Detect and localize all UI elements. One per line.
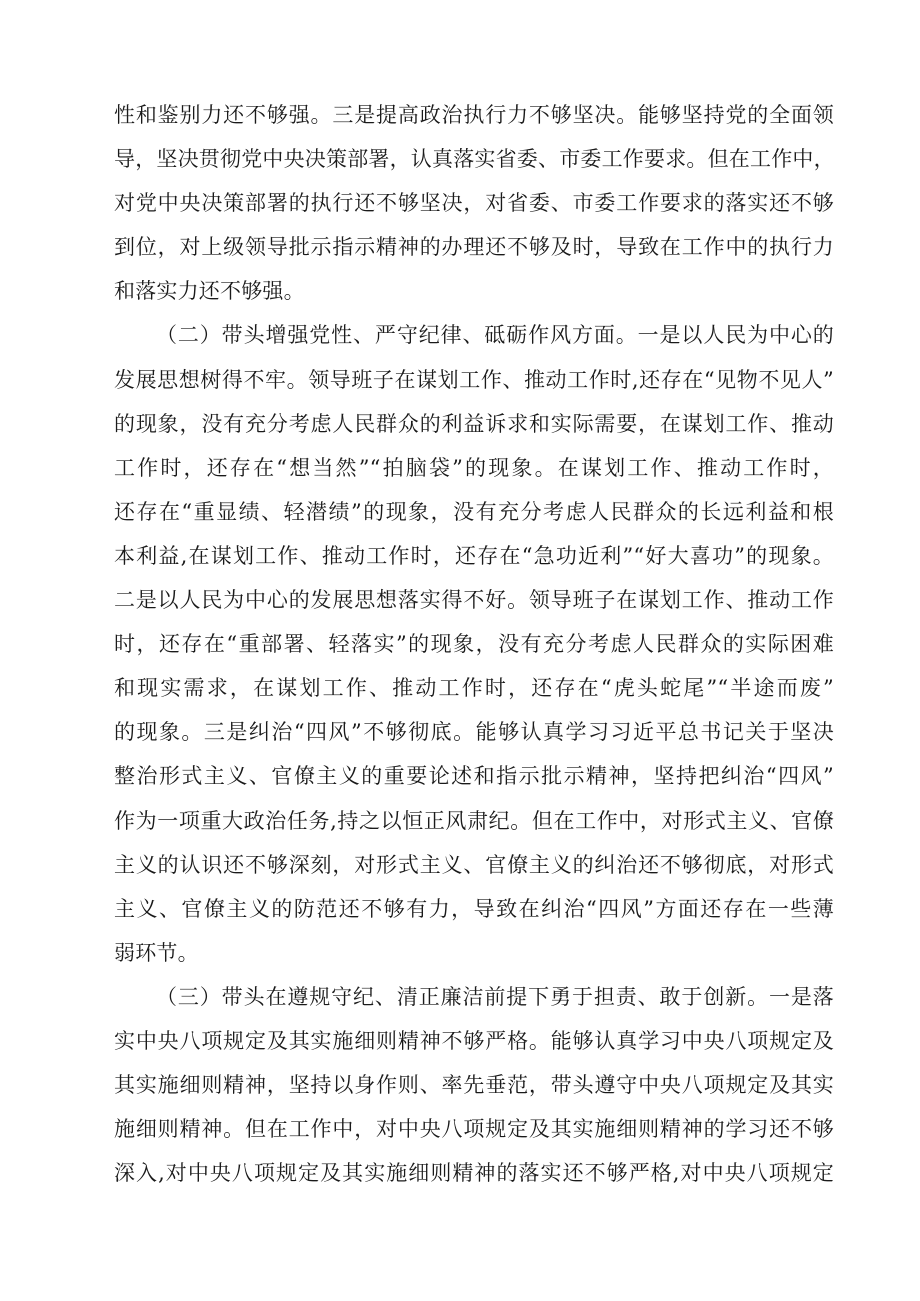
text-line: 时，还存在“重部署、轻落实”的现象，没有充分考虑人民群众的实际困难: [114, 632, 834, 657]
text-line: 工作时，还存在“想当然”“拍脑袋”的现象。在谋划工作、推动工作时，: [114, 455, 834, 480]
text-line: 整治形式主义、官僚主义的重要论述和指示批示精神，坚持把纠治“四风”: [114, 764, 834, 789]
text-line: 的现象。三是纠治“四风”不够彻底。能够认真学习习近平总书记关于坚决: [114, 720, 834, 745]
text-line: 的现象，没有充分考虑人民群众的利益诉求和实际需要，在谋划工作、推动: [114, 411, 834, 436]
text-line: 深入,对中央八项规定及其实施细则精神的落实还不够严格,对中央八项规定: [114, 1161, 834, 1186]
text-line: 其实施细则精神，坚持以身作则、率先垂范，带头遵守中央八项规定及其实: [114, 1073, 834, 1098]
text-line: 主义、官僚主义的防范还不够有力，导致在纠治“四风”方面还存在一些薄: [114, 896, 834, 921]
text-line: 导，坚决贯彻党中央决策部署，认真落实省委、市委工作要求。但在工作中，: [114, 147, 835, 172]
text-line: 性和鉴别力还不够强。三是提高政治执行力不够坚决。能够坚持党的全面领: [114, 103, 834, 127]
text-line: （二）带头增强党性、严守纪律、砥砺作风方面。一是以人民为中心的: [156, 323, 834, 348]
text-line: 弱环节。: [114, 940, 199, 965]
text-line: 发展思想树得不牢。领导班子在谋划工作、推动工作时,还存在“见物不见人”: [114, 367, 834, 392]
text-line: 和落实力还不够强。: [114, 279, 305, 304]
text-line: 主义的认识还不够深刻，对形式主义、官僚主义的纠治还不够彻底，对形式: [114, 852, 834, 877]
text-line: 到位，对上级领导批示指示精神的办理还不够及时，导致在工作中的执行力: [114, 235, 834, 260]
text-line: 对党中央决策部署的执行还不够坚决，对省委、市委工作要求的落实还不够: [114, 191, 834, 216]
text-line: 作为一项重大政治任务,持之以恒正风肃纪。但在工作中，对形式主义、官僚: [114, 808, 834, 833]
text-line: （三）带头在遵规守纪、清正廉洁前提下勇于担责、敢于创新。一是落: [156, 984, 834, 1009]
text-line: 施细则精神。但在工作中，对中央八项规定及其实施细则精神的学习还不够: [114, 1117, 834, 1142]
text-line: 和现实需求，在谋划工作、推动工作时，还存在“虎头蛇尾”“半途而废”: [114, 676, 834, 701]
text-line: 本利益,在谋划工作、推动工作时，还存在“急功近利”“好大喜功”的现象。: [114, 543, 834, 568]
text-line: 还存在“重显绩、轻潜绩”的现象，没有充分考虑人民群众的长远利益和根: [114, 499, 834, 524]
text-line: 二是以人民为中心的发展思想落实得不好。领导班子在谋划工作、推动工作: [114, 588, 834, 613]
body-text: [114, 93, 834, 1195]
text-line: 实中央八项规定及其实施细则精神不够严格。能够认真学习中央八项规定及: [114, 1028, 834, 1053]
